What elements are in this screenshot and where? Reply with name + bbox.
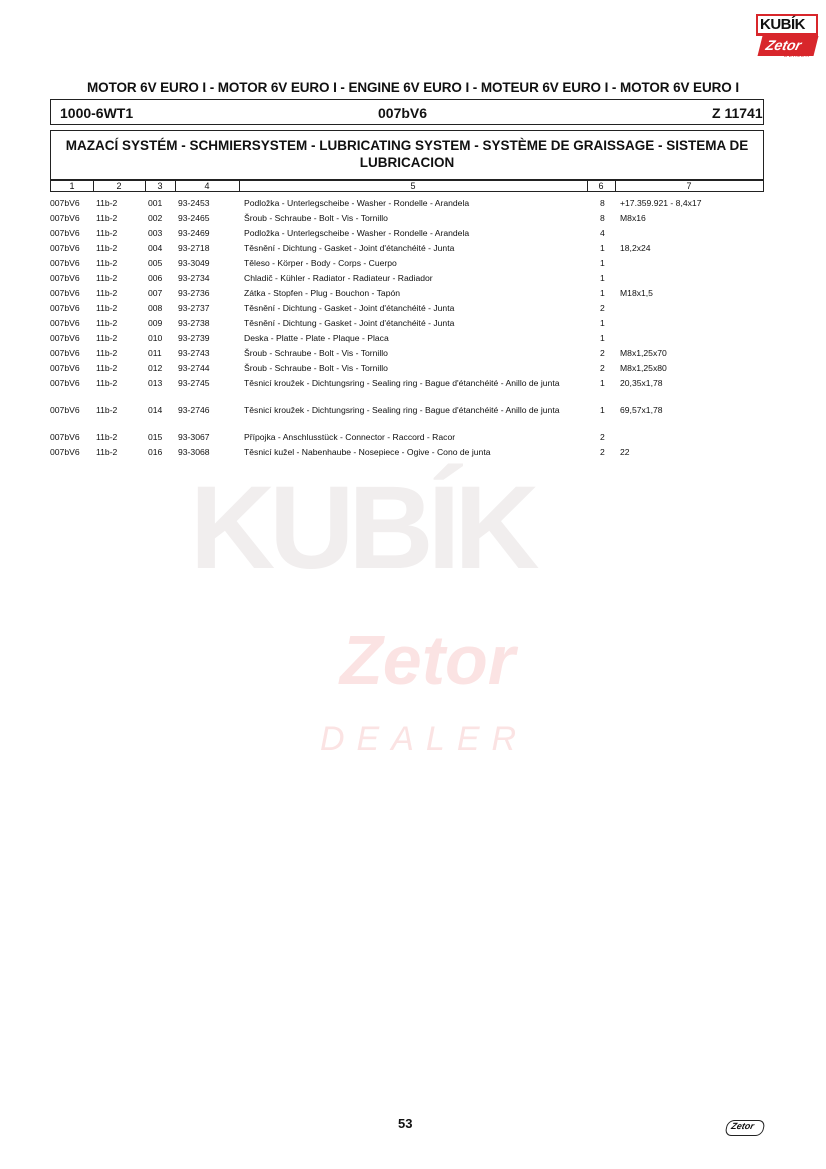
part-group-cell: 007bV6 — [50, 303, 80, 313]
table-row — [50, 363, 764, 378]
zetor-footer-logo — [724, 1120, 765, 1136]
quantity-cell: 2 — [600, 447, 605, 457]
drawing-code: Z 11741 — [712, 105, 763, 121]
quantity-cell: 1 — [600, 258, 605, 268]
note-cell: +17.359.921 - 8,4x17 — [620, 198, 702, 208]
zetor-logo-text: Zetor — [764, 37, 804, 53]
column-header: 2 — [93, 181, 146, 191]
column-header: 5 — [239, 181, 588, 191]
figure-cell: 11b-2 — [96, 318, 118, 328]
description-cell: Těleso - Körper - Body - Corps - Cuerpo — [244, 258, 397, 268]
group-code: 007bV6 — [378, 105, 428, 121]
part-group-cell: 007bV6 — [50, 243, 80, 253]
document-title: MOTOR 6V EURO I - MOTOR 6V EURO I - ENGINE 6V EURO I - MOTEUR 6V EURO I - MOTOR 6V EURO I — [87, 80, 739, 95]
parts-table — [50, 198, 764, 462]
description-cell: Těsnicí kroužek - Dichtungsring - Sealing ring - Bague d'étanchéité - Anillo de junta — [244, 378, 560, 388]
note-cell: M8x16 — [620, 213, 646, 223]
column-header: 1 — [51, 181, 94, 191]
figure-cell: 11b-2 — [96, 447, 118, 457]
quantity-cell: 1 — [600, 405, 605, 415]
table-row — [50, 318, 764, 333]
column-header: 3 — [145, 181, 176, 191]
part-number-cell: 93-2453 — [178, 198, 210, 208]
table-row — [50, 432, 764, 447]
quantity-cell: 8 — [600, 213, 605, 223]
position-cell: 007 — [148, 288, 163, 298]
part-group-cell: 007bV6 — [50, 258, 80, 268]
quantity-cell: 1 — [600, 333, 605, 343]
table-row — [50, 378, 764, 405]
quantity-cell: 8 — [600, 198, 605, 208]
footer-logo-text: Zetor — [730, 1121, 755, 1131]
table-row — [50, 213, 764, 228]
table-row — [50, 243, 764, 258]
position-cell: 003 — [148, 228, 163, 238]
dealer-logo-text: DEALER — [784, 53, 811, 59]
part-number-cell: 93-2718 — [178, 243, 210, 253]
figure-cell: 11b-2 — [96, 363, 118, 373]
part-number-cell: 93-2736 — [178, 288, 210, 298]
figure-cell: 11b-2 — [96, 378, 118, 388]
figure-cell: 11b-2 — [96, 198, 118, 208]
position-cell: 015 — [148, 432, 163, 442]
note-cell: 18,2x24 — [620, 243, 651, 253]
position-cell: 013 — [148, 378, 163, 388]
figure-cell: 11b-2 — [96, 348, 118, 358]
kubik-logo-text: KUBÍK — [760, 16, 805, 33]
note-cell: M8x1,25x70 — [620, 348, 667, 358]
column-header: 6 — [587, 181, 616, 191]
position-cell: 002 — [148, 213, 163, 223]
table-row — [50, 405, 764, 432]
description-cell: Deska - Platte - Plate - Plaque - Placa — [244, 333, 389, 343]
column-header: 4 — [175, 181, 240, 191]
description-cell: Podložka - Unterlegscheibe - Washer - Rondelle - Arandela — [244, 198, 470, 208]
part-number-cell: 93-2738 — [178, 318, 210, 328]
description-cell: Přípojka - Anschlusstück - Connector - Raccord - Racor — [244, 432, 456, 442]
description-cell: Těsnění - Dichtung - Gasket - Joint d'étanchéité - Junta — [244, 243, 455, 253]
part-group-cell: 007bV6 — [50, 198, 80, 208]
position-cell: 006 — [148, 273, 163, 283]
part-number-cell: 93-2469 — [178, 228, 210, 238]
quantity-cell: 1 — [600, 288, 605, 298]
system-title: MAZACÍ SYSTÉM - SCHMIERSYSTEM - LUBRICATING SYSTEM - SYSTÈME DE GRAISSAGE - SISTEMA DE LUBRICACION — [65, 138, 749, 170]
position-cell: 014 — [148, 405, 163, 415]
part-group-cell: 007bV6 — [50, 363, 80, 373]
part-group-cell: 007bV6 — [50, 228, 80, 238]
quantity-cell: 4 — [600, 228, 605, 238]
figure-cell: 11b-2 — [96, 288, 118, 298]
quantity-cell: 2 — [600, 363, 605, 373]
note-cell: 22 — [620, 447, 630, 457]
description-cell: Šroub - Schraube - Bolt - Vis - Tornillo — [244, 213, 388, 223]
part-group-cell: 007bV6 — [50, 405, 80, 415]
part-group-cell: 007bV6 — [50, 432, 80, 442]
part-number-cell: 93-2734 — [178, 273, 210, 283]
position-cell: 005 — [148, 258, 163, 268]
part-number-cell: 93-2745 — [178, 378, 210, 388]
description-cell: Šroub - Schraube - Bolt - Vis - Tornillo — [244, 348, 388, 358]
description-cell: Těsnicí kužel - Nabenhaube - Nosepiece - Ogive - Cono de junta — [244, 447, 491, 457]
part-group-cell: 007bV6 — [50, 447, 80, 457]
table-row — [50, 198, 764, 213]
watermark-zetor-text: Zetor — [340, 621, 515, 699]
figure-cell: 11b-2 — [96, 228, 118, 238]
table-row — [50, 447, 764, 462]
part-number-cell: 93-2739 — [178, 333, 210, 343]
quantity-cell: 1 — [600, 318, 605, 328]
quantity-cell: 1 — [600, 273, 605, 283]
quantity-cell: 1 — [600, 378, 605, 388]
table-row — [50, 258, 764, 273]
figure-cell: 11b-2 — [96, 273, 118, 283]
watermark-dealer-text: DEALER — [320, 720, 529, 758]
position-cell: 012 — [148, 363, 163, 373]
note-cell: M18x1,5 — [620, 288, 653, 298]
part-number-cell: 93-3067 — [178, 432, 210, 442]
part-group-cell: 007bV6 — [50, 348, 80, 358]
kubik-zetor-watermark — [190, 440, 630, 780]
figure-cell: 11b-2 — [96, 432, 118, 442]
column-header: 7 — [686, 181, 692, 191]
description-cell: Podložka - Unterlegscheibe - Washer - Rondelle - Arandela — [244, 228, 470, 238]
position-cell: 009 — [148, 318, 163, 328]
quantity-cell: 2 — [600, 432, 605, 442]
figure-cell: 11b-2 — [96, 243, 118, 253]
note-cell: 20,35x1,78 — [620, 378, 663, 388]
table-row — [50, 303, 764, 318]
table-row — [50, 348, 764, 363]
description-cell: Těsnění - Dichtung - Gasket - Joint d'étanchéité - Junta — [244, 318, 455, 328]
part-group-cell: 007bV6 — [50, 213, 80, 223]
kubik-zetor-dealer-logo — [756, 14, 818, 62]
description-cell: Šroub - Schraube - Bolt - Vis - Tornillo — [244, 363, 388, 373]
part-group-cell: 007bV6 — [50, 333, 80, 343]
column-header-row — [50, 180, 764, 192]
description-cell: Chladič - Kühler - Radiator - Radiateur - Radiador — [244, 273, 433, 283]
part-number-cell: 93-3049 — [178, 258, 210, 268]
table-row — [50, 288, 764, 303]
position-cell: 016 — [148, 447, 163, 457]
position-cell: 004 — [148, 243, 163, 253]
position-cell: 011 — [148, 348, 162, 358]
figure-cell: 11b-2 — [96, 258, 118, 268]
part-number-cell: 93-2465 — [178, 213, 210, 223]
part-group-cell: 007bV6 — [50, 318, 80, 328]
description-cell: Těsnění - Dichtung - Gasket - Joint d'étanchéité - Junta — [244, 303, 455, 313]
model-code: 1000-6WT1 — [60, 105, 134, 121]
note-cell: M8x1,25x80 — [620, 363, 667, 373]
watermark-kubik-text: KUBÍK — [190, 462, 534, 594]
note-cell: 69,57x1,78 — [620, 405, 663, 415]
description-cell: Těsnicí kroužek - Dichtungsring - Sealing ring - Bague d'étanchéité - Anillo de junta — [244, 405, 560, 415]
table-row — [50, 273, 764, 288]
part-number-cell: 93-3068 — [178, 447, 210, 457]
position-cell: 001 — [148, 198, 163, 208]
figure-cell: 11b-2 — [96, 213, 118, 223]
part-number-cell: 93-2744 — [178, 363, 210, 373]
position-cell: 010 — [148, 333, 163, 343]
kubik-logo — [756, 14, 818, 36]
table-row — [50, 333, 764, 348]
quantity-cell: 2 — [600, 348, 605, 358]
position-cell: 008 — [148, 303, 163, 313]
part-number-cell: 93-2746 — [178, 405, 210, 415]
quantity-cell: 2 — [600, 303, 605, 313]
description-cell: Zátka - Stopfen - Plug - Bouchon - Tapón — [244, 288, 401, 298]
part-group-cell: 007bV6 — [50, 288, 80, 298]
part-number-cell: 93-2743 — [178, 348, 210, 358]
figure-cell: 11b-2 — [96, 333, 118, 343]
figure-cell: 11b-2 — [96, 303, 118, 313]
part-group-cell: 007bV6 — [50, 273, 80, 283]
figure-cell: 11b-2 — [96, 405, 118, 415]
table-row — [50, 228, 764, 243]
page-number: 53 — [398, 1116, 413, 1131]
part-number-cell: 93-2737 — [178, 303, 210, 313]
quantity-cell: 1 — [600, 243, 605, 253]
part-group-cell: 007bV6 — [50, 378, 80, 388]
